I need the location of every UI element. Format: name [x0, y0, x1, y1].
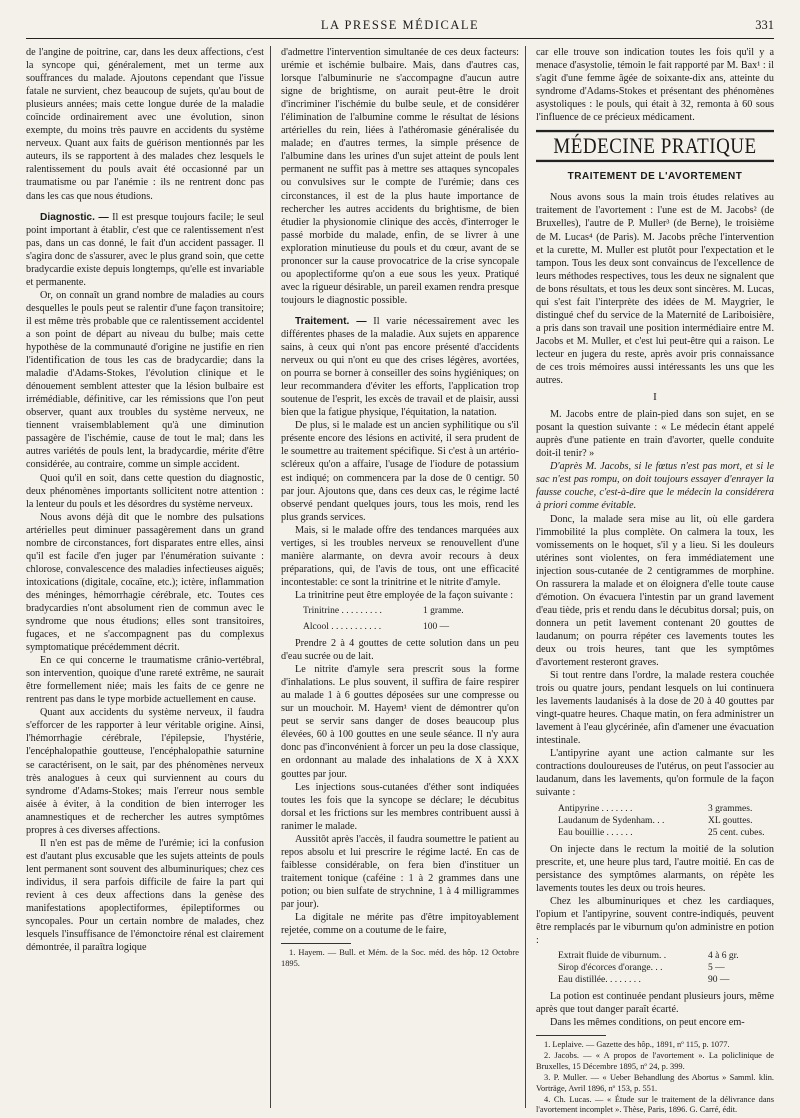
paragraph: Nous avons déjà dit que le nombre des pulsations artérielles peut diminuer passagèrement dans un grand nombre de circonstances, fort disparates entre elles, ainsi qu'il est facile d'en juger par l'énumération suivante : chlorose, convalescence des maladies infectieuses aiguës; intoxications (digitale, cocaïne, etc.); ictère, inflammation des méninges, hémorrhagie cérébrale, etc. Toutes ces bradycardies n'ont absolument rien de commun avec le syndrome que nous étudions; elles sont transitoires, fugaces, et ne s'accompagnent pas du complexus symptomatique précédemment décrit. — [26, 511, 264, 654]
paragraph: de l'angine de poitrine, car, dans les deux affections, c'est la syncope qui, généralement, met un terme aux souffrances du malade. Ajoutons cependant que l'issue fatale ne survient, chez beaucoup de sujets, qu'au bout de plusieurs années; mais cette longue durée de la maladie coïncide ordinairement avec une évolution, sinon exempte, du moins très pauvre en accidents du système nerveux. Quant aux faits de guérison mentionnés par les auteurs, ils se rapportent à des malades chez lesquels le ralentissement du pouls avait été occasionné par un traumatisme ou par l'anémie : ils ne rentrent donc pas dans les cas que nous étudions. — [26, 47, 264, 202]
paragraph: Les injections sous-cutanées d'éther sont indiquées toutes les fois que la syncope se déclare; le décubitus dorsal et les frictions sur les membres contribuent aussi à ranimer le malade. — [281, 781, 519, 832]
paragraph: car elle trouve son indication toutes les fois qu'il y a menace d'asystolie, témoin le fait rapporté par M. Bax¹ : il s'agit d'une femme âgée de soixante-dix ans, atteinte du syndrome d'Adams-Stokes et présentant des phénomènes asystoliques : le pouls, qui était à 32, remonta à 60 sous l'influence de ce précieux médicament. — [536, 47, 774, 124]
column-2 — [281, 46, 519, 970]
paragraph: Prendre 2 à 4 gouttes de cette solution dans un peu d'eau sucrée ou de lait. — [281, 638, 519, 663]
column-divider — [270, 46, 271, 1108]
footnote: 2. Jacobs. — « A propos de l'avortement ». La policlinique de Bruxelles, 15 Décembre 1895, nº 24, p. 399. — [536, 1051, 774, 1071]
paragraph: Dans les mêmes conditions, on peut encore em- — [550, 1017, 745, 1028]
paragraph: Or, on connaît un grand nombre de maladies au cours desquelles le pouls peut se ralentir d'une façon transitoire; il est même très probable que ce ralentissement accidentel a son point de départ au niveau du bulbe; mais cette hypothèse de la communauté d'origine ne justifie en rien l'identification de tous les cas de bradycardie; dans la maladie d'Adams-Stokes, l'évolution clinique et le dénouement semblent attester que la lésion bulbaire est irrémédiable, définitive, car les rémissions que l'on peut observer, quant aux troubles du système nerveux, ne tiennent vraisemblablement qu'à une diminution passagère de l'ischémie, cause de tout le mal; dans les autres variétés de pouls lent, la bradycardie, mérite d'être considérée, au contraire, comme un simple accident. — [26, 289, 264, 471]
formula-row — [303, 605, 519, 618]
footnote: 4. Ch. Lucas. — « Étude sur le traitement de la délivrance dans l'avortement incomplet ». Thèse, Paris, 1896. G. Carré, édit. — [536, 1095, 774, 1115]
column-divider — [525, 46, 526, 1108]
table-row: Laudanum de Sydenham. . . XL gouttes. — [558, 815, 753, 826]
paragraph-text: Il varie nécessairement avec les différentes phases de la maladie. Aux sujets en apparence sains, à ceux qui n'ont pas encore présenté d'accidents nerveux ou qui n'ont eu que des crises légères, avortées, on pourra se borner à conseiller des soins hygiéniques; on leur recommandera d'éviter les efforts, l'application trop soutenue de l'esprit, les excès de travail et de plaisir, aussi bien que la fatigue physique, l'équitation, la natation. — [281, 315, 519, 419]
formula-name: Alcool . . . . . . . . . . . — [303, 622, 382, 633]
runin-heading: Traitement. — — [295, 315, 367, 327]
prescription-table — [558, 950, 774, 986]
paragraph: Nous avons sous la main trois études relatives au traitement de l'avortement : l'une est de M. Jacobs² (de Bruxelles), l'autre de P. Muller³ (de Berne), le troisième de M. Lucas⁴ (de Paris). M. Jacobs prêche l'intervention et la curette, M. Muller est plutôt pour l'expectation et le tampon. Tous les deux sont convaincus de l'excellence de leurs méthodes respectives, tous les deux ne signalent que de bons résultats, et tous les deux sont sincères. M. Lucas, qui s'est fait l'interprète des idées de M. Maygrier, le distingué chef du service de la Maternité de Lariboisière, a pris dans son travail une position intermédiaire entre M. Jacobs et M. Muller, et c'est lui peut-être qui a raison. Le lecteur en jugera du reste, après avoir pris connaissance de ces trois mémoires aussi intéressants les uns que les autres. — [536, 192, 774, 387]
footnotes — [536, 1040, 774, 1116]
paragraph: Quoi qu'il en soit, dans cette question du diagnostic, deux phénomènes importants sollicitent notre attention : la lenteur du pouls et les désordres du système nerveux. — [26, 472, 264, 510]
table-row: Sirop d'écorces d'orange. . . 5 — — [558, 962, 725, 973]
paragraph: Le nitrite d'amyle sera prescrit sous la forme d'inhalations. Le plus souvent, il suffira de faire respirer au malade 1 à 6 gouttes déposées sur une compresse ou sur un mouchoir. M. Hayem¹ vient de démontrer qu'on peut se servir sans danger de doses beaucoup plus élevées, 60 à 100 gouttes en une seule séance. Il n'y aura donc pas d'inconvénient à forcer un peu la dose classique, en ordonnant au malade des inhalations de X à XXX gouttes par jour. — [281, 664, 519, 780]
journal-title: LA PRESSE MÉDICALE — [320, 18, 480, 32]
footnote-rule — [281, 943, 351, 944]
table-row: Eau distillée. . . . . . . . 90 — — [558, 974, 730, 985]
paragraph: Donc, la malade sera mise au lit, où elle gardera l'immobilité la plus complète. On calmera la toux, les vomissements on le hoquet, s'il y a lieu. Si les douleurs utérines sont violentes, on fera immédiatement une injection sous-cutanée de 2 centigrammes de morphine. On rassurera la malade et on éloignera d'elle toute cause d'émotion. On évacuera l'intestin par un grand lavement d'eau tiède, pris et rendu dans le décubitus dorsal; puis, on donnera un petit lavement contenant 20 gouttes de laudanum; on pourra répéter ces lavements toutes les deux ou trois heures, tant que les symptômes d'avortement resteront graves. — [536, 513, 774, 669]
paragraph: L'antipyrine ayant une action calmante sur les contractions douloureuses de l'utérus, on peut l'associer au laudanum, dans les lavements, qu'on formule de la façon suivante : — [536, 748, 774, 799]
paragraph: La potion est continuée pendant plusieurs jours, même après que tout danger paraît écarté. — [536, 990, 774, 1015]
paragraph: En ce qui concerne le traumatisme crânio-vertébral, son intervention, quoique d'une rareté extrême, ne saurait être formellement niée; mais les faits de ce genre ne rentrent pas dans le type morbide actuellement en cause. — [26, 655, 264, 706]
subsection-title: TRAITEMENT DE L'AVORTEMENT — [567, 171, 743, 183]
formula-name: Trinitrine . . . . . . . . . — [303, 605, 382, 616]
prescription-table — [558, 803, 774, 839]
paragraph — [26, 211, 264, 289]
section-number: I — [653, 391, 657, 404]
paragraph: Il n'en est pas de même de l'urémie; ici la confusion est d'autant plus excusable que les sujets atteints de pouls lent permanent sont souvent des albuminuriques; chez ces individus, il sera parfois difficile de faire la part qui revient à ces deux affections dans la genèse des manifestations apoplectiformes, épileptiformes ou syncopales. Pour un certain nombre de malades, chez lesquels l'insuffisance de l'émonctoire rénal est clairement démontrée, il paraîtra logique — [26, 837, 264, 954]
paragraph: Quant aux accidents du système nerveux, il faudra s'efforcer de les rapporter à leur véritable origine. Ainsi, l'hémorrhagie cérébrale, l'épilepsie, l'hystérie, l'encéphalopathie goutteuse, l'encéphalopathie saturnine se caractérisent, on le sait, par des phénomènes nerveux très analogues à ceux qui surviennent au cours du syndrome d'Adams-Stokes; mais l'erreur nous semble aisée à éviter, à la condition de bien interroger les anamnestiques et de rechercher les autres symptômes propres à ces diverses affections. — [26, 707, 264, 836]
paragraph: Si tout rentre dans l'ordre, la malade restera couchée trois ou quatre jours, pendant lesquels on lui continuera les lavements laudanisés à la dose de 20 à 40 gouttes par vingt-quatre heures. Chaque matin, on fera administrer un lavement à l'eau glycérinée, afin d'amener une évacuation intestinale. — [536, 670, 774, 747]
footnotes — [281, 948, 519, 969]
page-number: 331 — [755, 18, 774, 32]
page-header — [26, 18, 774, 34]
section-title: MÉDECINE PRATIQUE — [536, 130, 774, 162]
formula-value: 1 gramme. — [423, 605, 464, 616]
paragraph-text: Il est presque toujours facile; le seul point important à établir, c'est que ce ralentissement n'est pas, dans un cas donné, le fait d'un accident passager. Il s'agira donc de s'assurer, avec le plus grand soin, que cette bradycardie existe depuis longtemps, qu'elle est invariable et permanente. — [26, 211, 265, 288]
footnote: 1. Hayem. — Bull. et Mém. de la Soc. méd. des hôp. 12 Octobre 1895. — [281, 948, 519, 968]
footnote-rule — [536, 1035, 606, 1036]
column-3 — [536, 46, 774, 1117]
header-rule — [26, 38, 774, 39]
formula-row — [303, 621, 519, 634]
paragraph: D'après M. Jacobs, si le fœtus n'est pas mort, et si le sac n'est pas rompu, on doit toujours essayer d'enrayer la fausse couche, c'est-à-dire que le médecin la considérera à priori comme évitable. — [536, 461, 774, 512]
footnote: 1. Leplaive. — Gazette des hôp., 1891, nº 115, p. 1077. — [544, 1040, 730, 1050]
paragraph: De plus, si le malade est un ancien syphilitique ou s'il présente encore des lésions en activité, il sera prudent de le soumettre au traitement spécifique. Si c'est à un artério-scléreux qu'on a affaire, l'usage de l'iodure de potassium est indiqué; on commencera par la dose de 0 centigr. 50 par jour. Ajoutons que, dans ces deux cas, le régime lacté observé pendant quelques jours, tous les mois, rend les plus grands services. — [281, 420, 519, 523]
table-row: Eau bouillie . . . . . . 25 cent. cubes. — [558, 827, 765, 838]
paragraph: Mais, si le malade offre des tendances marquées aux vertiges, si les troubles nerveux se renouvellent d'une manière alarmante, on devra avoir recours à deux préparations, qui, de l'avis de tous, ont une efficacité incontestable: ce sont la trinitrine et le nitrite d'amyle. — [281, 524, 519, 588]
footnote: 3. P. Muller. — « Ueber Behandlung des Abortus » Samml. klin. Vorträge, Avril 1896, nº 153, p. 551. — [536, 1073, 774, 1093]
paragraph: La trinitrine peut être employée de la façon suivante : — [295, 589, 514, 601]
runin-heading: Diagnostic. — — [40, 211, 109, 223]
paragraph: La digitale ne mérite pas d'être impitoyablement rejetée, comme on a coutume de le faire, — [281, 912, 519, 937]
formula-value: 100 — — [423, 622, 450, 633]
paragraph: M. Jacobs entre de plain-pied dans son sujet, en se posant la question suivante : « Le médecin étant appelé auprès d'une patiente en train d'avorter, quelle conduite doit-il tenir? » — [536, 409, 774, 460]
paragraph — [281, 315, 519, 419]
column-1 — [26, 46, 264, 954]
paragraph: Aussitôt après l'accès, il faudra soumettre le patient au repos absolu et lui prescrire le régime lacté. En cas de faiblesse considérable, on fera bien d'instituer un traitement tonique (caféine : 1 à 2 grammes dans une potion; ou bien sulfate de strychnine, 1 à 4 milligrammes par jour). — [281, 833, 519, 910]
table-row: Antipyrine . . . . . . . 3 grammes. — [558, 803, 753, 814]
table-row: Extrait fluide de viburnum. . 4 à 6 gr. — [558, 950, 739, 961]
paragraph: d'admettre l'intervention simultanée de ces deux facteurs: urémie et ischémie bulbaire. Mais, dans d'autres cas, lorsque l'albuminurie ne s'accompagne d'aucun autre signe de brightisme, on aurait peut-être le droit d'incriminer l'ischémie du bulbe seule, et de considérer l'élimination de l'albumine comme le résultat de lésions artérielles du rein, liées à l'athéromasie généralisée du malade; en d'autres termes, la simple présence de l'albumine dans les urines d'un sujet atteint de pouls lent permanent ne suffit pas à mettre ses attaques syncopales ou convulsives sur le compte de l'urémie; dans ces circonstances, il est de la plus haute importance de rechercher les autres accidents du brightisme, de bien étudier la physionomie clinique des accès, d'interroger le passé morbide du malade, enfin, de se livrer à une exploration minutieuse du pouls et du cœur, avant de se prononcer sur la cause provocatrice de la crise syncopale ou apoplectiforme qu'on a eue sous les yeux. Pratiqué avec la rigueur désirable, un pareil examen rendra presque toujours le diagnostic possible. — [281, 47, 519, 306]
paragraph: On injecte dans le rectum la moitié de la solution prescrite, et, une heure plus tard, l'autre moitié. En cas de persistance des symptômes alarmants, on répète les lavements toutes les deux ou trois heures. — [536, 843, 774, 894]
paragraph: Chez les albuminuriques et chez les cardiaques, l'opium et l'antipyrine, souvent contre-indiqués, peuvent être remplacés par le viburnum qu'on administre en potion : — [536, 895, 774, 946]
